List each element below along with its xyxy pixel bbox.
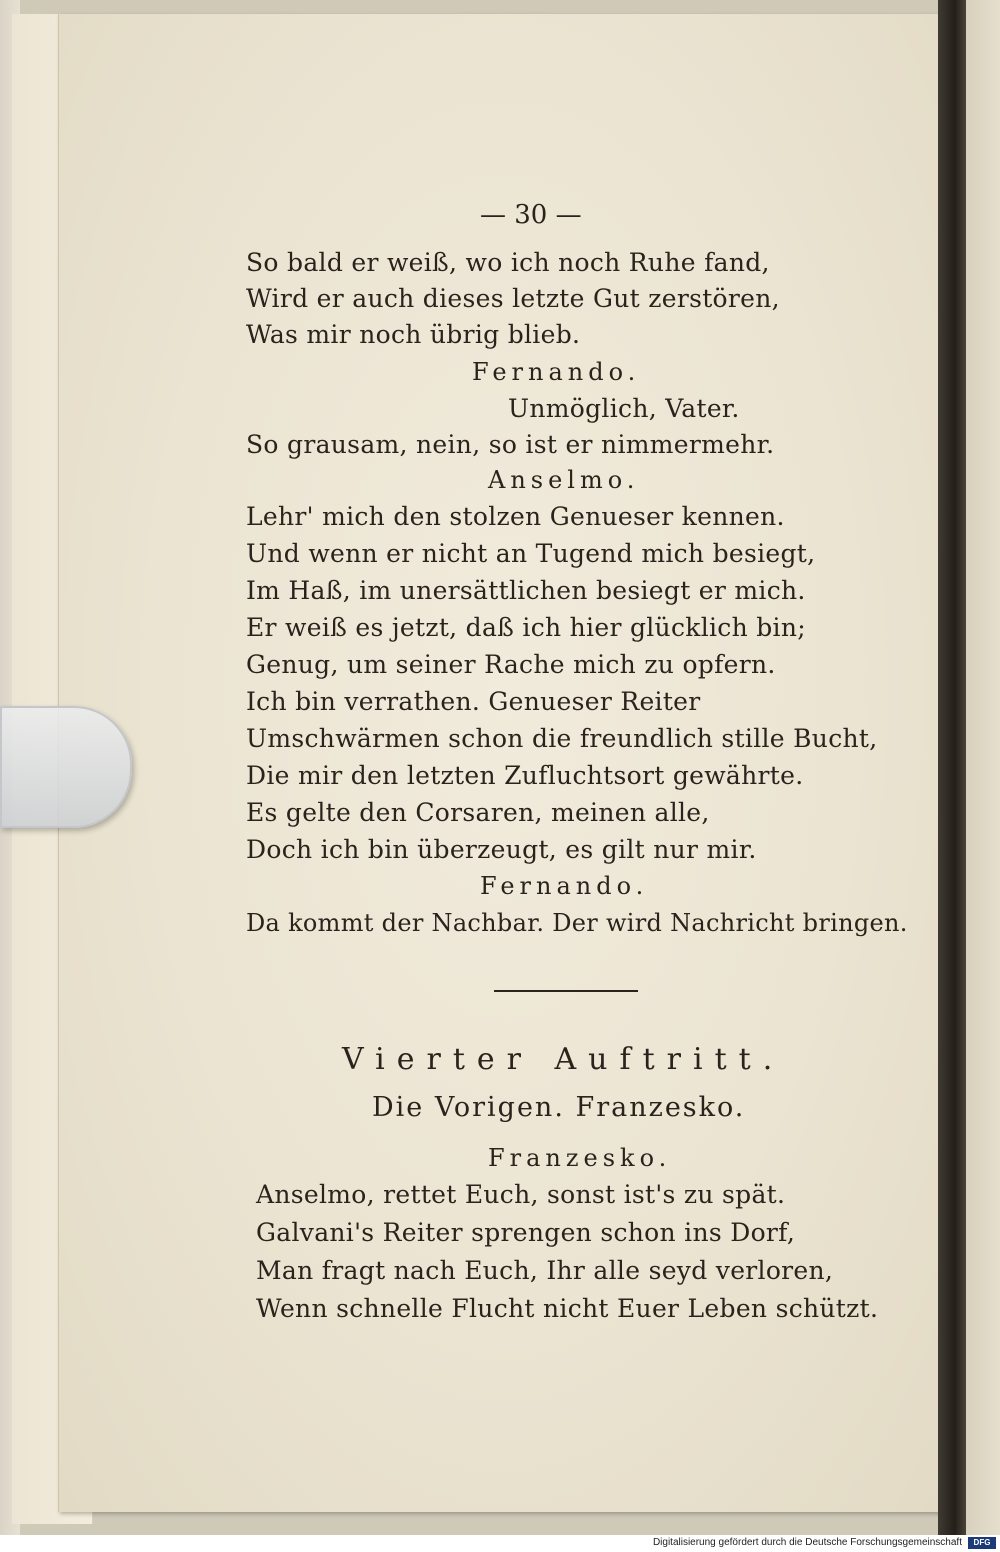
text-line: Anselmo, rettet Euch, sonst ist's zu spät. (256, 1180, 786, 1209)
page-clip (0, 706, 132, 828)
text-line: Er weiß es jetzt, daß ich hier glücklich bin; (246, 613, 806, 642)
text-line: Galvani's Reiter sprengen schon ins Dorf, (256, 1218, 796, 1247)
footer-bar (0, 1535, 1000, 1552)
text-line: Wird er auch dieses letzte Gut zerstören, (246, 284, 780, 313)
text-line: Ich bin verrathen. Genueser Reiter (246, 687, 701, 716)
section-divider (494, 990, 638, 992)
page-number: — 30 — (480, 200, 582, 230)
text-line: Man fragt nach Euch, Ihr alle seyd verloren, (256, 1256, 834, 1285)
text-line: Es gelte den Corsaren, meinen alle, (246, 798, 710, 827)
scene-heading: Vierter Auftritt. (342, 1042, 785, 1077)
text-line: Wenn schnelle Flucht nicht Euer Leben schützt. (256, 1294, 879, 1323)
text-line: Was mir noch übrig blieb. (246, 320, 581, 349)
scene-subheading: Die Vorigen. Franzesko. (372, 1092, 746, 1123)
text-line: Da kommt der Nachbar. Der wird Nachricht bringen. (246, 909, 908, 937)
text-line: Und wenn er nicht an Tugend mich besiegt, (246, 539, 816, 568)
text-line: Umschwärmen schon die freundlich stille Bucht, (246, 724, 878, 753)
dfg-logo: DFG (968, 1537, 996, 1549)
text-line: Genug, um seiner Rache mich zu opfern. (246, 650, 776, 679)
text-line: Im Haß, im unersättlichen besiegt er mich. (246, 576, 806, 605)
text-line: Die mir den letzten Zufluchtsort gewährte. (246, 761, 804, 790)
funding-credit: Digitalisierung gefördert durch die Deutsche Forschungsgemeinschaft (652, 1537, 962, 1548)
text-line: So grausam, nein, so ist er nimmermehr. (246, 430, 775, 459)
text-line: Unmöglich, Vater. (508, 394, 740, 423)
speaker-name: Anselmo. (488, 466, 640, 494)
text-line: Doch ich bin überzeugt, es gilt nur mir. (246, 835, 757, 864)
facing-page-edge (966, 0, 1000, 1535)
speaker-name: Fernando. (472, 358, 641, 386)
book-gutter (938, 0, 966, 1535)
speaker-name: Franzesko. (488, 1144, 672, 1172)
speaker-name: Fernando. (480, 872, 649, 900)
text-line: So bald er weiß, wo ich noch Ruhe fand, (246, 248, 770, 277)
text-line: Lehr' mich den stolzen Genueser kennen. (246, 502, 785, 531)
